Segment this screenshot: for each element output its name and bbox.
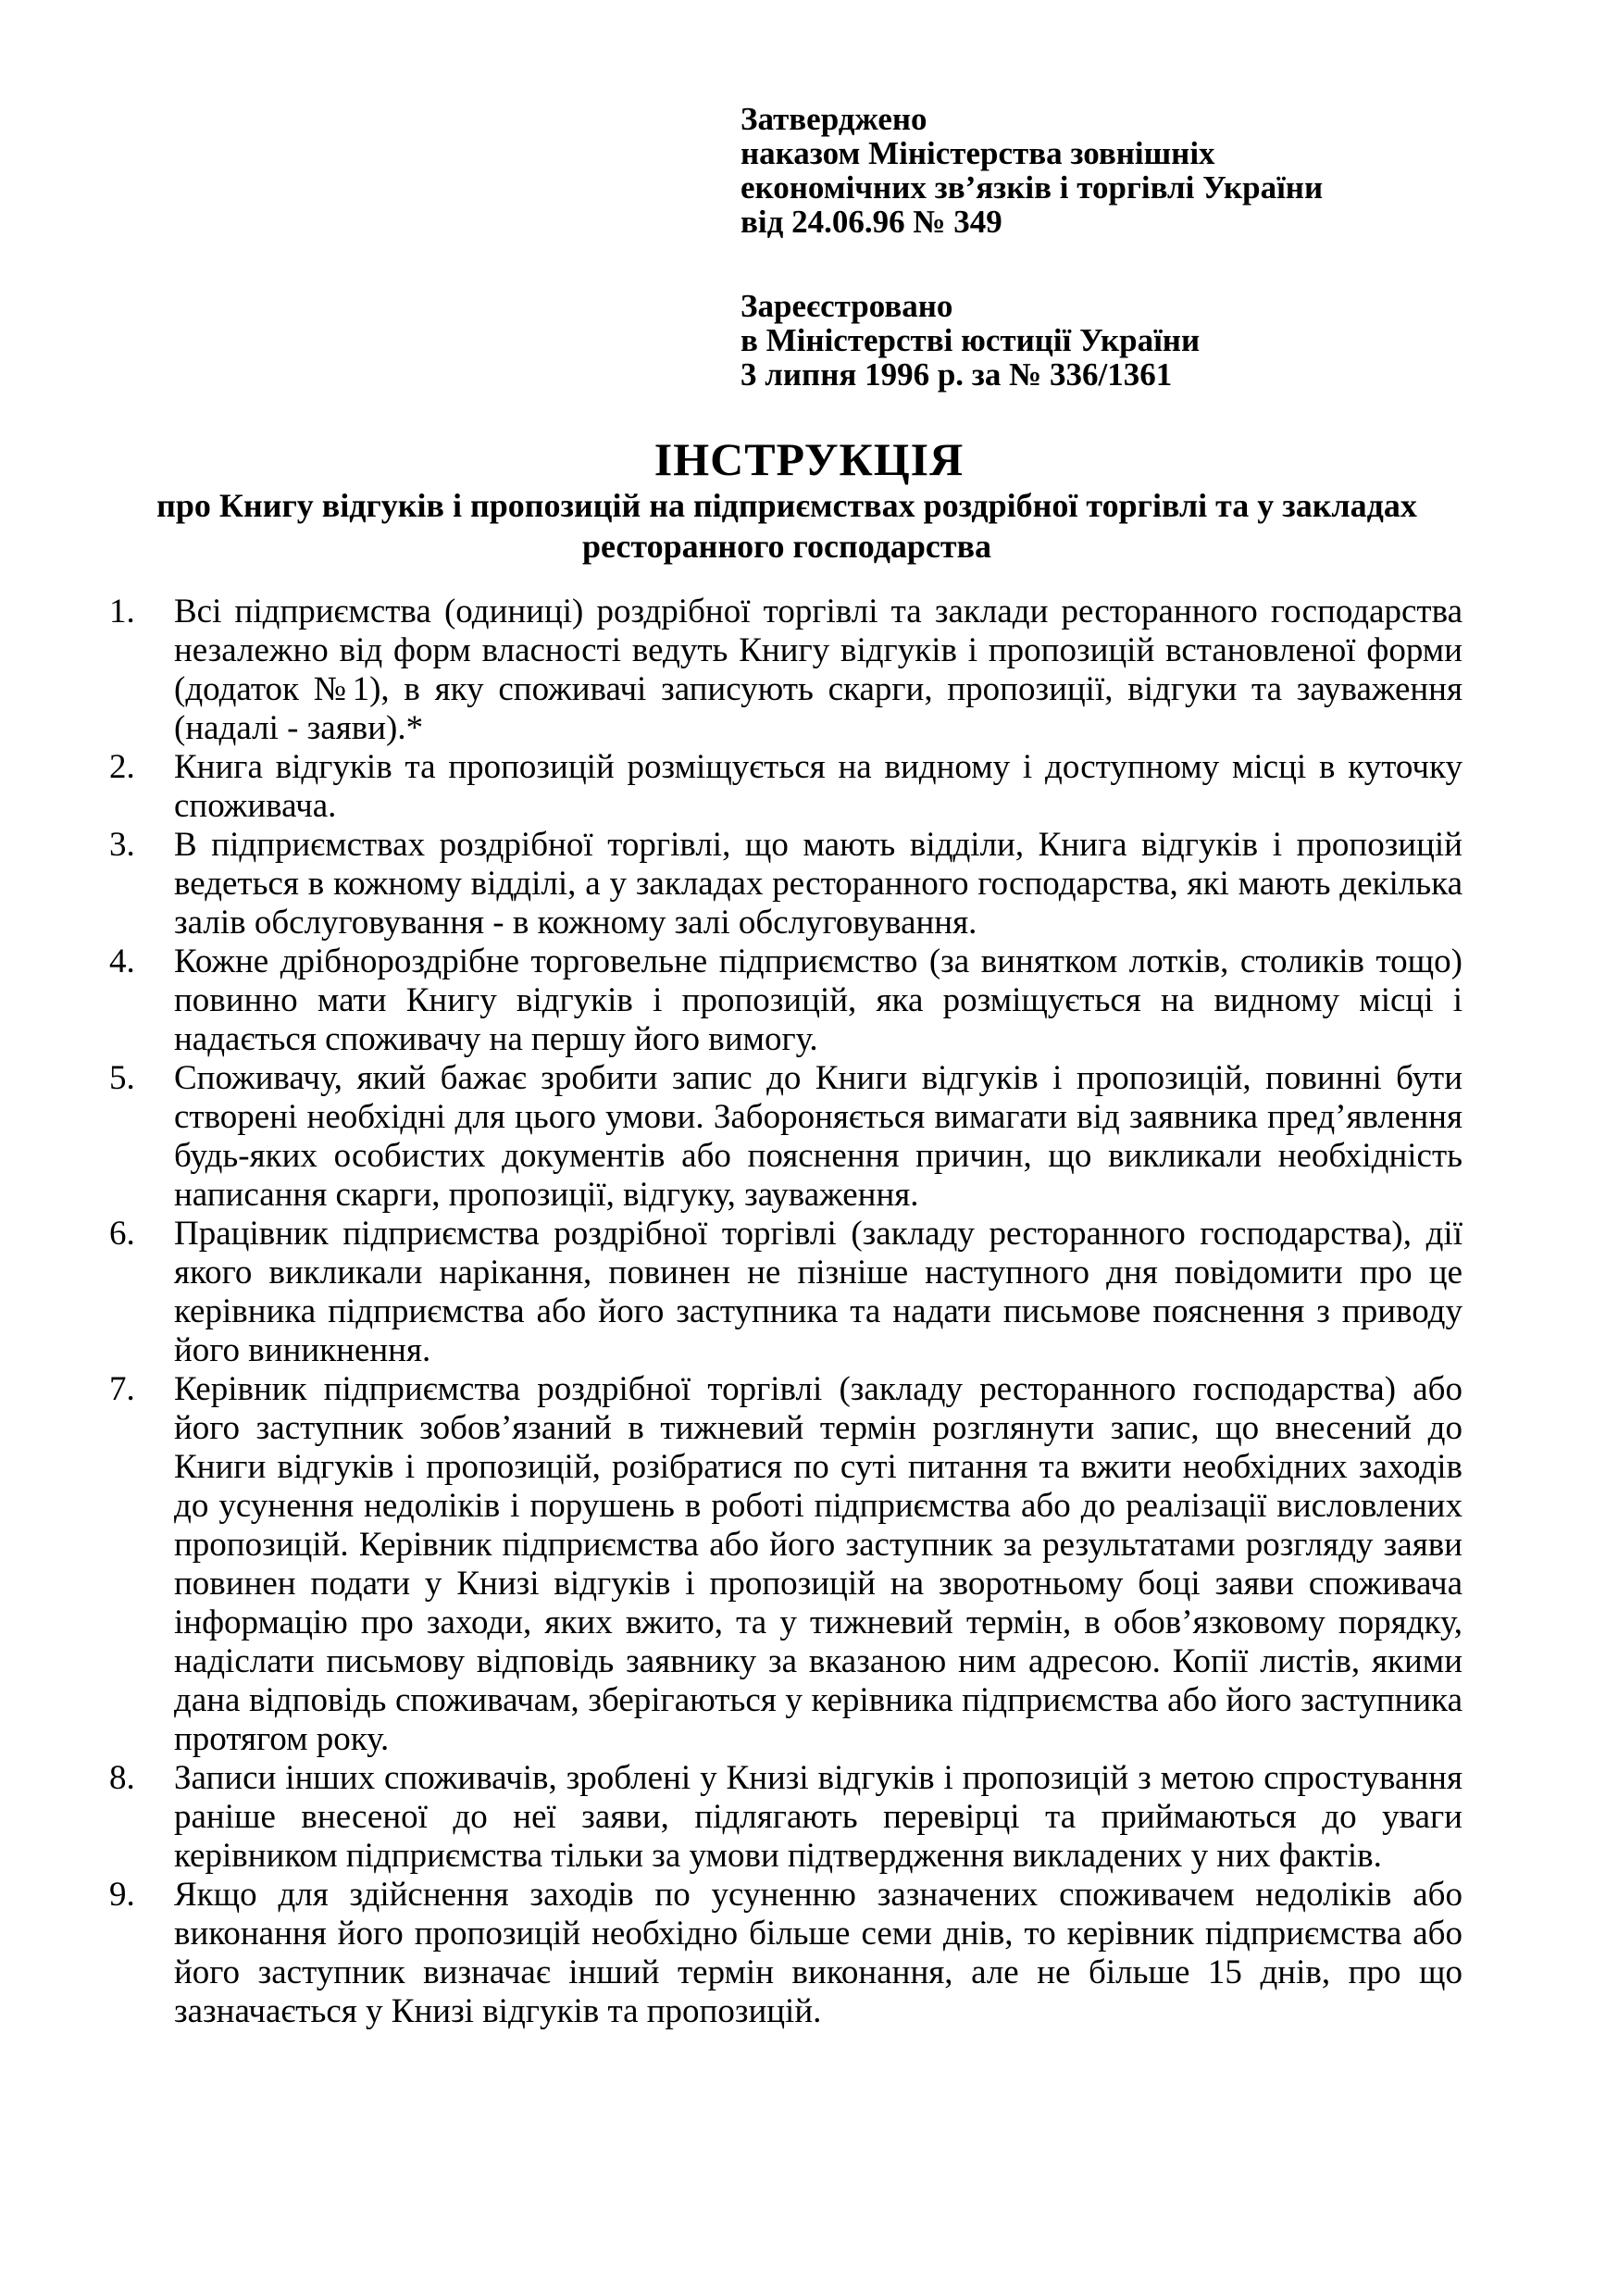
registration-line: 3 липня 1996 р. за № 336/1361 [741,356,1173,393]
item-number: 1. [109,593,135,630]
item-number: 8. [109,1759,135,1797]
item-number: 6. [109,1215,135,1253]
instruction-item [102,1876,1462,2031]
instruction-item [102,1215,1462,1370]
item-number: 5. [109,1059,135,1097]
item-text: Споживачу, який бажає зробити запис до Книги відгуків і пропозицій, повинні бути створені необхідні для цього умови. Забороняється вимагати від заявника пред’явлення будь-яких особистих документів або пояснення причин, що викликали необхідність написання скарги, пропозиції, відгуку, зауваження. [174,1059,1462,1214]
document-subtitle: про Книгу відгуків і пропозицій на підприємствах роздрібної торгівлі та у закладах ресторанного господарства [156,487,1417,565]
instruction-item [102,1370,1462,1759]
approval-line: від 24.06.96 № 349 [741,204,1002,240]
approval-line: економічних зв’язків і торгівлі України [741,169,1324,206]
item-text: Якщо для здійснення заходів по усуненню зазначених споживачем недоліків або виконання його пропозицій необхідно більше семи днів, то керівник підприємства або його заступник визначає інший термін виконання, але не більше 15 днів, про що зазначається у Книзі відгуків та пропозицій. [174,1876,1462,2030]
item-text: Кожне дрібнороздрібне торговельне підприємство (за винятком лотків, столиків тощо) повинно мати Книгу відгуків і пропозицій, яка розміщується на видному місці і надається споживачу на першу його вимогу. [174,942,1462,1058]
item-text: Працівник підприємства роздрібної торгівлі (закладу ресторанного господарства), дії якого викликали нарікання, повинен не пізніше наступного дня повідомити про це керівника підприємства або його заступника та надати письмове пояснення з приводу його виникнення. [174,1215,1462,1369]
instruction-item [102,1059,1462,1215]
instruction-item [102,748,1462,826]
item-text: Всі підприємства (одиниці) роздрібної торгівлі та заклади ресторанного господарства незалежно від форм власності ведуть Книгу відгуків і пропозицій встановленої форми (додаток №1), в яку споживачі записують скарги, пропозиції, відгуки та зауваження (надалі - заяви).* [174,593,1462,747]
item-number: 2. [109,748,135,786]
approval-line: наказом Міністерства зовнішніх [741,135,1215,171]
item-text: Записи інших споживачів, зроблені у Книзі відгуків і пропозицій з метою спростування раніше внесеної до неї заяви, підлягають перевірці та приймаються до уваги керівником підприємства тільки за умови підтвердження викладених у них фактів. [174,1759,1462,1875]
item-number: 9. [109,1876,135,1914]
item-number: 4. [109,942,135,980]
instruction-item [102,826,1462,942]
registration-line: Зареєстровано [741,288,953,324]
instruction-list [102,593,1462,2031]
item-text: Книга відгуків та пропозицій розміщується на видному і доступному місці в куточку споживача. [174,748,1462,825]
approval-spacer [741,239,1444,289]
instruction-item [102,1759,1462,1876]
item-number: 3. [109,826,135,864]
instruction-item [102,942,1462,1059]
item-text: В підприємствах роздрібної торгівлі, що мають відділи, Книга відгуків і пропозицій ведеться в кожному відділі, а у закладах ресторанного господарства, які мають декілька залів обслуговування - в кожному залі обслуговування. [174,826,1462,942]
item-number: 7. [109,1370,135,1408]
instruction-item [102,593,1462,748]
item-text: Керівник підприємства роздрібної торгівлі (закладу ресторанного господарства) або його заступник зобов’язаний в тижневий термін розглянути запис, що внесений до Книги відгуків і пропозицій, розібратися по суті питання та вжити необхідних заходів до усунення недоліків і порушень в роботі підприємства або до реалізації висловлених пропозицій. Керівник підприємства або його заступник за результатами розгляду заяви повинен подати у Книзі відгуків і пропозицій на зворотньому боці заяви споживача інформацію про заходи, яких вжито, та у тижневий термін, в обов’язковому порядку, надіслати письмову відповідь заявнику за вказаною ним адресою. Копії листів, якими дана відповідь споживачам, зберігаються у керівника підприємства або його заступника протягом року. [174,1370,1462,1758]
approval-line: Затверджено [741,101,927,137]
approval-block [741,102,1444,392]
document-title: ІНСТРУКЦІЯ [653,433,965,485]
registration-line: в Міністерстві юстиції України [741,322,1201,358]
